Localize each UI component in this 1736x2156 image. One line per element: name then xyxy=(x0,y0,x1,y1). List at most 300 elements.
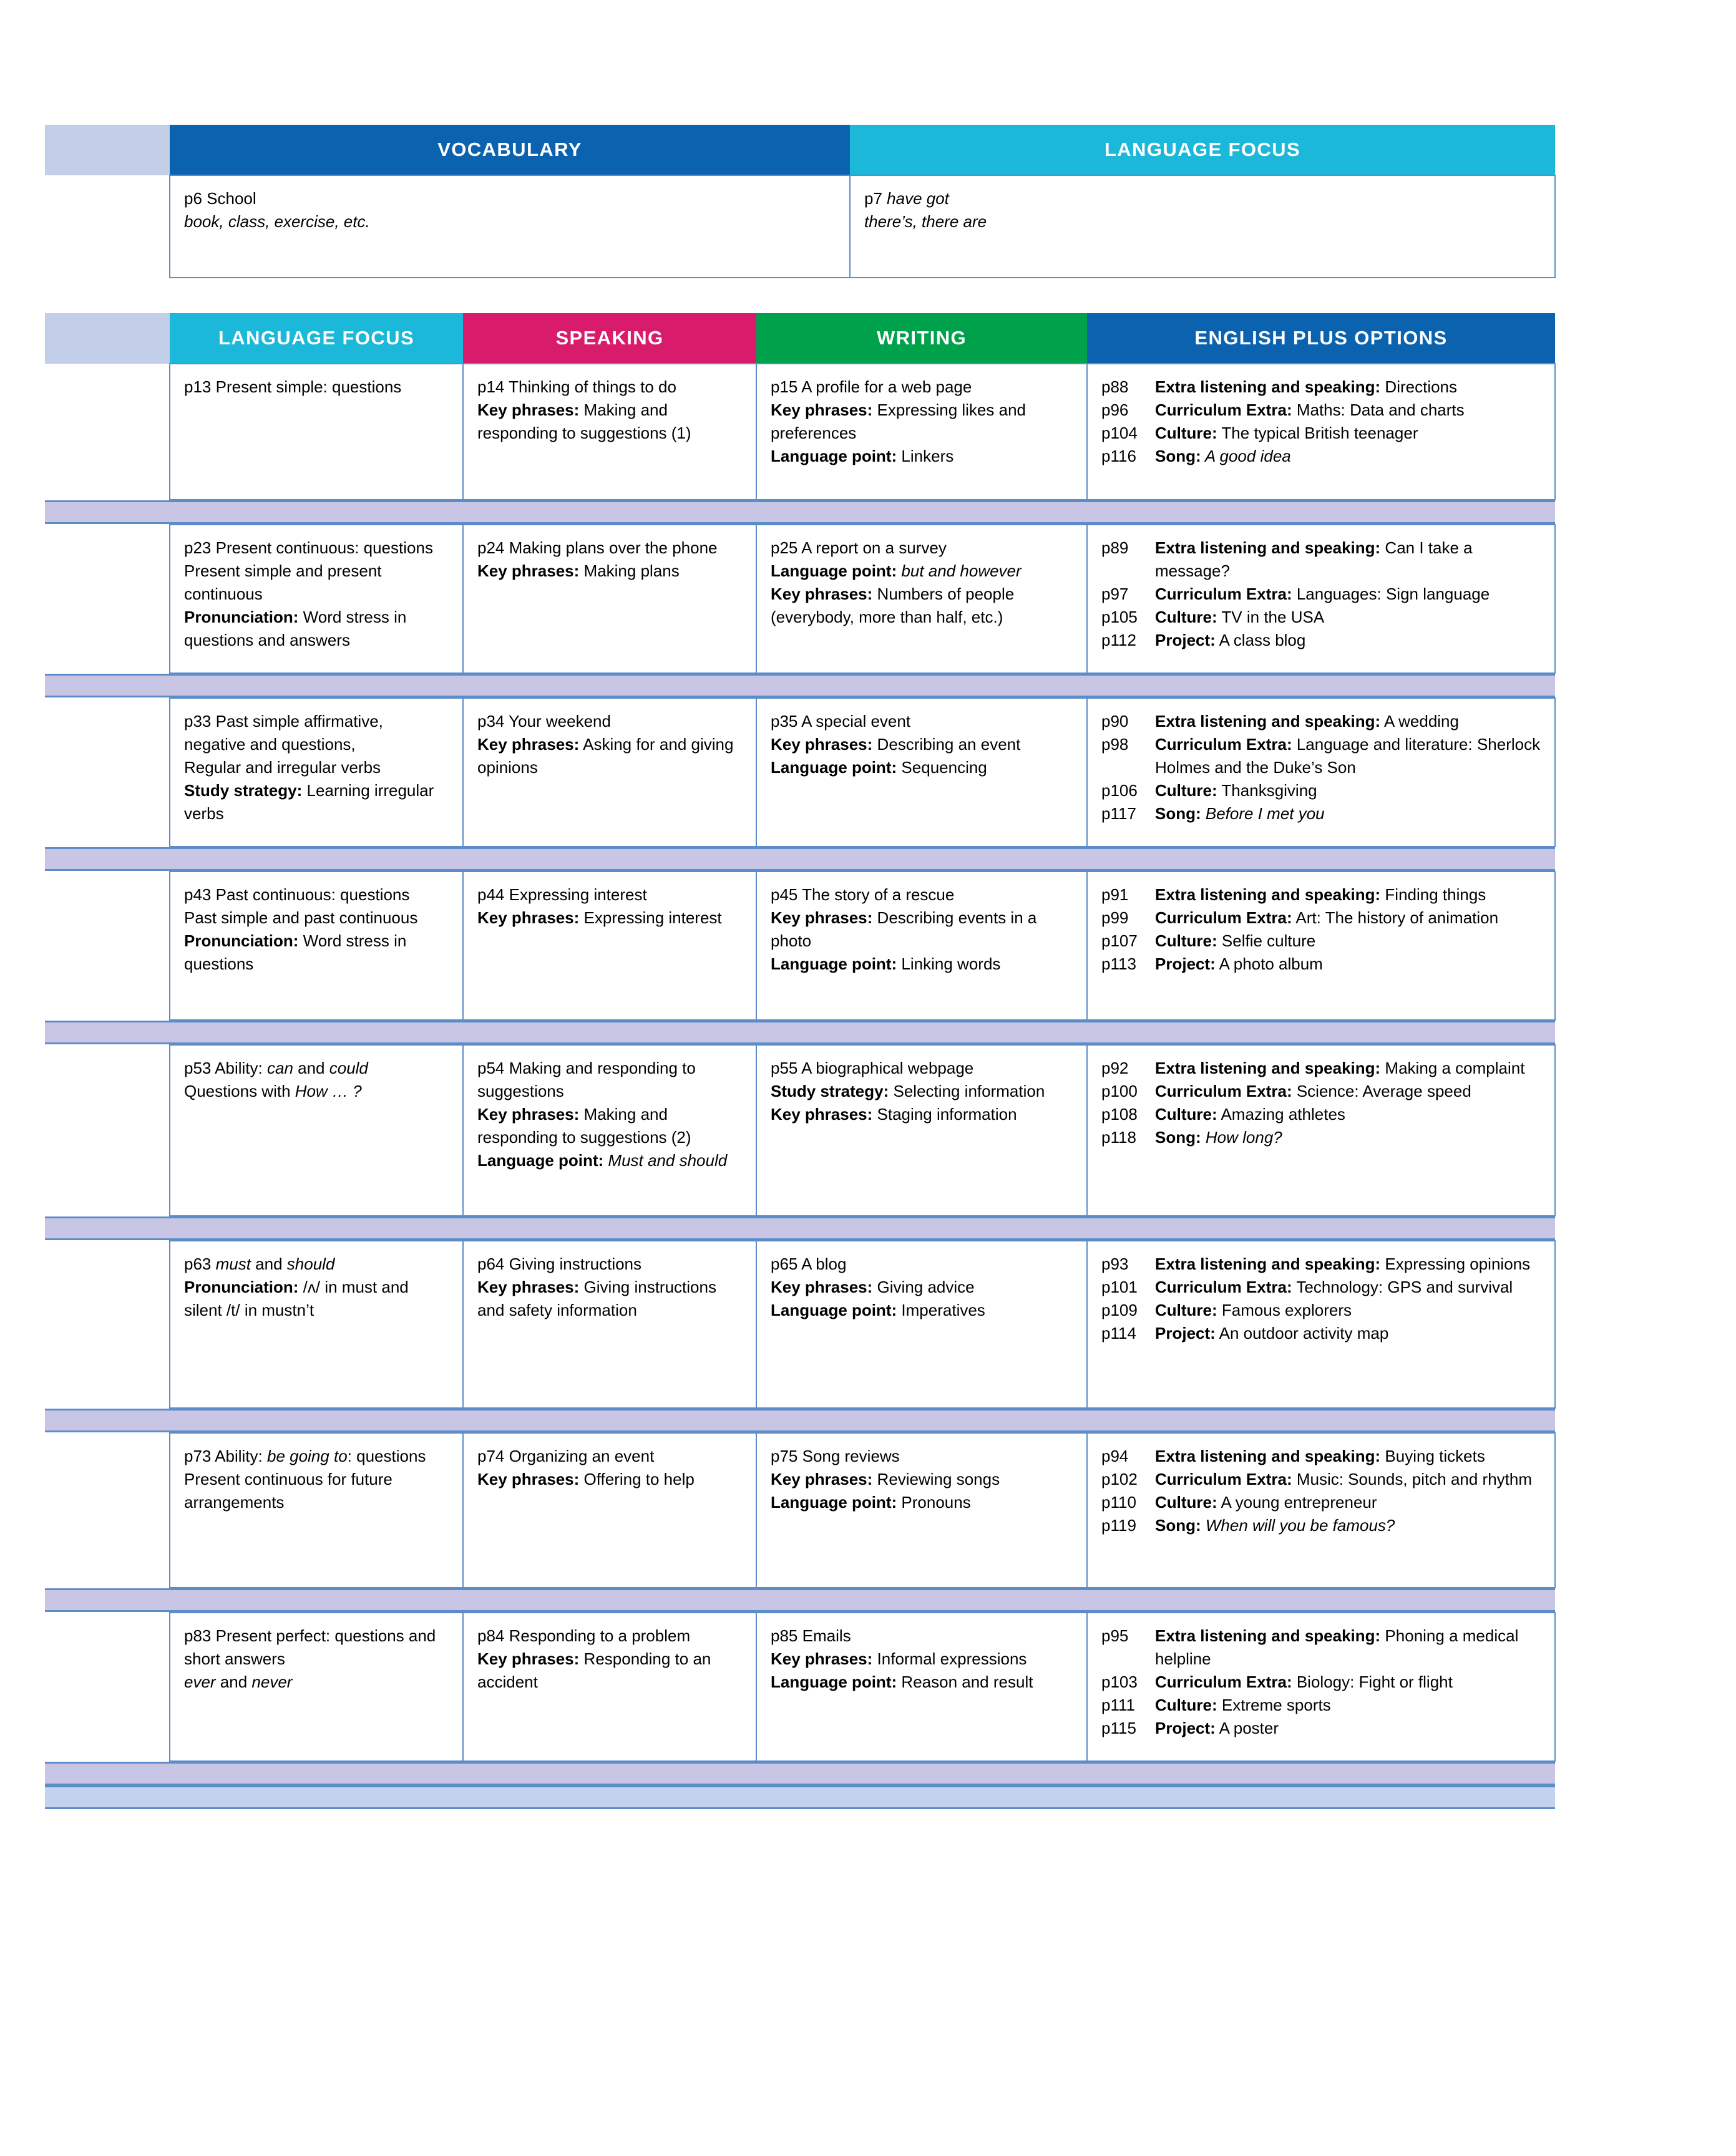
lf-line-2 xyxy=(184,1276,449,1322)
header-gutter xyxy=(45,125,170,175)
cell-english-plus-options xyxy=(1087,1241,1555,1408)
cell-speaking xyxy=(463,1045,756,1216)
ep-label: Extra listening and speaking: xyxy=(1155,377,1381,396)
ep-page: p109 xyxy=(1101,1300,1138,1319)
cell-english-plus-options xyxy=(1087,364,1555,500)
ep-text: Science: Average speed xyxy=(1292,1081,1471,1100)
sp-line-2 xyxy=(477,1648,742,1694)
ep-label: Culture: xyxy=(1155,1104,1217,1124)
lf-pre: p63 xyxy=(184,1255,216,1273)
lf-label: Pronunciation: xyxy=(184,931,299,950)
ep-label: Extra listening and speaking: xyxy=(1155,1255,1381,1273)
wr-line-2 xyxy=(771,733,1073,756)
ep-line xyxy=(1101,1468,1541,1491)
wr-text-1: Selecting information xyxy=(889,1081,1045,1100)
ep-text: Selfie culture xyxy=(1217,931,1316,950)
cell-writing xyxy=(756,525,1087,673)
ep-label: Curriculum Extra: xyxy=(1155,1277,1292,1296)
row-separator-bar xyxy=(45,847,1555,871)
ep-label: Project: xyxy=(1155,630,1216,649)
ep-page: p100 xyxy=(1101,1081,1138,1100)
ep-text: Language and literature: Sherlock Holmes and the Duke’s Son xyxy=(1155,734,1541,777)
sp-line-2 xyxy=(477,733,742,779)
wr-label-1: Key phrases: xyxy=(771,400,873,419)
header-english-plus-options: ENGLISH PLUS OPTIONS xyxy=(1087,313,1555,364)
wr-line-3 xyxy=(771,1103,1073,1126)
ep-text: A good idea xyxy=(1201,446,1291,465)
ep-text: Directions xyxy=(1380,377,1458,396)
ep-text: Technology: GPS and survival xyxy=(1292,1277,1513,1296)
wr-label-1: Key phrases: xyxy=(771,908,873,927)
ep-label: Culture: xyxy=(1155,607,1217,626)
ep-line xyxy=(1101,583,1541,606)
ep-line xyxy=(1101,710,1541,733)
wr-label-2: Language point: xyxy=(771,1300,897,1319)
lf-text: Learning irregular verbs xyxy=(184,780,434,823)
wr-line-1: p65 A blog xyxy=(771,1255,847,1273)
ep-text: TV in the USA xyxy=(1217,607,1325,626)
ep-text: Maths: Data and charts xyxy=(1292,400,1465,419)
lf-mid: and xyxy=(293,1059,329,1077)
ep-page: p116 xyxy=(1101,446,1136,465)
ep-label: Curriculum Extra: xyxy=(1155,908,1292,927)
ep-line xyxy=(1101,399,1541,422)
vocab-line-1: p6 School xyxy=(184,189,256,208)
ep-page: p118 xyxy=(1101,1127,1136,1147)
ep-text: Expressing opinions xyxy=(1380,1255,1531,1273)
cell-language-focus xyxy=(170,698,463,847)
cell-speaking xyxy=(463,1613,756,1761)
sp-text: Making and responding to suggestions (2) xyxy=(477,1104,691,1147)
cell-language-focus-top xyxy=(850,175,1555,278)
row-gutter xyxy=(45,698,170,847)
ep-label: Song: xyxy=(1155,1127,1201,1147)
ep-label: Extra listening and speaking: xyxy=(1155,538,1381,557)
row-gutter xyxy=(45,1241,170,1408)
sp-text: Responding to an accident xyxy=(477,1649,711,1691)
cell-writing xyxy=(756,1613,1087,1761)
lf-top-page: p7 xyxy=(864,189,887,208)
ep-label: Curriculum Extra: xyxy=(1155,584,1292,603)
sp-text: Making and responding to suggestions (1) xyxy=(477,400,691,442)
wr-line-3 xyxy=(771,445,1073,468)
sp-label: Key phrases: xyxy=(477,1649,580,1668)
ep-line xyxy=(1101,1103,1541,1126)
row-separator-bar xyxy=(45,1216,1555,1240)
main-contents-table-row5 xyxy=(45,1044,1556,1216)
ep-text: A photo album xyxy=(1215,954,1323,973)
lf-mid: and xyxy=(215,1672,252,1691)
wr-label-2: Key phrases: xyxy=(771,1104,873,1124)
ep-text: A poster xyxy=(1215,1718,1279,1737)
wr-label-1: Key phrases: xyxy=(771,734,873,754)
lf-line-3 xyxy=(184,779,449,825)
sp-text: Asking for and giving opinions xyxy=(477,734,734,777)
ep-line xyxy=(1101,1299,1541,1322)
ep-page: p114 xyxy=(1101,1323,1136,1343)
ep-text: Making a complaint xyxy=(1380,1059,1525,1077)
wr-line-2 xyxy=(771,1276,1073,1299)
wr-text-2: Pronouns xyxy=(897,1492,971,1512)
wr-line-3 xyxy=(771,583,1073,629)
sp-line-1: p44 Expressing interest xyxy=(477,885,647,904)
lf-text: Word stress in questions xyxy=(184,931,407,973)
lf-line-2: Present continuous for future arrangements xyxy=(184,1469,393,1512)
sp-line-1: p14 Thinking of things to do xyxy=(477,377,676,396)
ep-line xyxy=(1101,1253,1541,1276)
table-gap xyxy=(0,278,1736,313)
wr-text-1: Giving advice xyxy=(872,1277,975,1296)
ep-label: Culture: xyxy=(1155,931,1217,950)
cell-speaking xyxy=(463,525,756,673)
ep-label: Extra listening and speaking: xyxy=(1155,1447,1381,1465)
cell-english-plus-options xyxy=(1087,698,1555,847)
ep-page: p105 xyxy=(1101,607,1138,626)
cell-language-focus xyxy=(170,1045,463,1216)
ep-line xyxy=(1101,376,1541,399)
lf-italic-1: must xyxy=(215,1255,251,1273)
wr-label-2: Language point: xyxy=(771,446,897,465)
wr-text-1: Describing an event xyxy=(872,734,1021,754)
sp-label: Key phrases: xyxy=(477,561,580,580)
vocabulary-language-table xyxy=(45,125,1556,278)
sp-text: Giving instructions and safety information xyxy=(477,1277,716,1319)
wr-label-2: Language point: xyxy=(771,1672,897,1691)
ep-page: p108 xyxy=(1101,1104,1138,1124)
lf-line-2 xyxy=(184,1671,449,1694)
wr-line-3 xyxy=(771,1671,1073,1694)
wr-text-1: Expressing likes and preferences xyxy=(771,400,1026,442)
ep-label: Song: xyxy=(1155,446,1201,465)
lf-mid: and xyxy=(250,1255,287,1273)
sp-line-2 xyxy=(477,560,742,583)
cell-writing xyxy=(756,1241,1087,1408)
table-row xyxy=(45,364,1555,500)
ep-page: p103 xyxy=(1101,1672,1138,1691)
ep-page: p96 xyxy=(1101,400,1129,419)
ep-text: Finding things xyxy=(1380,885,1486,904)
top-margin xyxy=(0,0,1736,125)
wr-line-1: p55 A biographical webpage xyxy=(771,1059,974,1077)
wr-label-1: Language point: xyxy=(771,561,897,580)
lf-label: Pronunciation: xyxy=(184,607,299,626)
sp-text-2: Must and should xyxy=(603,1150,728,1170)
ep-label: Song: xyxy=(1155,1515,1201,1535)
ep-label: Culture: xyxy=(1155,780,1217,800)
ep-line xyxy=(1101,930,1541,953)
ep-page: p98 xyxy=(1101,734,1129,754)
ep-line xyxy=(1101,906,1541,930)
table-row xyxy=(45,1241,1555,1408)
ep-text: A young entrepreneur xyxy=(1217,1492,1377,1512)
sp-line-2 xyxy=(477,399,742,445)
ep-line xyxy=(1101,1276,1541,1299)
wr-label-2: Language point: xyxy=(771,954,897,973)
ep-line xyxy=(1101,1445,1541,1468)
ep-text: Amazing athletes xyxy=(1217,1104,1345,1124)
ep-label: Curriculum Extra: xyxy=(1155,1469,1292,1488)
ep-text: Before I met you xyxy=(1201,804,1325,823)
cell-language-focus xyxy=(170,1241,463,1408)
cell-english-plus-options xyxy=(1087,1045,1555,1216)
ep-line xyxy=(1101,802,1541,825)
wr-text-1: but and however xyxy=(897,561,1022,580)
lf-label: Pronunciation: xyxy=(184,1277,299,1296)
wr-text-2: Linking words xyxy=(897,954,1001,973)
table-row xyxy=(45,175,1555,278)
ep-line xyxy=(1101,1126,1541,1149)
sp-line-3 xyxy=(477,1149,742,1172)
wr-line-1: p25 A report on a survey xyxy=(771,538,947,557)
wr-text-1: Informal expressions xyxy=(872,1649,1027,1668)
sp-label: Key phrases: xyxy=(477,734,580,754)
ep-line xyxy=(1101,1624,1541,1671)
lf-italic-2: could xyxy=(329,1059,368,1077)
main-contents-table xyxy=(45,313,1556,500)
ep-label: Song: xyxy=(1155,804,1201,823)
sp-label: Key phrases: xyxy=(477,400,580,419)
lf-line-3 xyxy=(184,606,449,652)
ep-page: p117 xyxy=(1101,804,1136,823)
ep-label: Culture: xyxy=(1155,1300,1217,1319)
ep-label: Curriculum Extra: xyxy=(1155,734,1292,754)
ep-line xyxy=(1101,1694,1541,1717)
ep-line xyxy=(1101,1491,1541,1514)
lf-italic-2: never xyxy=(251,1672,293,1691)
cell-english-plus-options xyxy=(1087,1433,1555,1588)
wr-line-2 xyxy=(771,1468,1073,1491)
main-contents-table-row7 xyxy=(45,1432,1556,1588)
sp-line-1: p34 Your weekend xyxy=(477,712,611,731)
ep-text: An outdoor activity map xyxy=(1215,1323,1389,1343)
ep-label: Project: xyxy=(1155,1718,1216,1737)
sp-line-1: p84 Responding to a problem xyxy=(477,1626,691,1645)
ep-page: p102 xyxy=(1101,1469,1138,1488)
cell-language-focus xyxy=(170,1433,463,1588)
ep-page: p91 xyxy=(1101,885,1129,904)
ep-line xyxy=(1101,733,1541,779)
ep-text: Art: The history of animation xyxy=(1292,908,1499,927)
ep-line xyxy=(1101,537,1541,583)
sp-line-1: p74 Organizing an event xyxy=(477,1447,655,1465)
ep-text: Languages: Sign language xyxy=(1292,584,1490,603)
lf-italic-3: How … ? xyxy=(295,1081,362,1100)
ep-label: Curriculum Extra: xyxy=(1155,400,1292,419)
ep-line xyxy=(1101,953,1541,976)
ep-label: Culture: xyxy=(1155,1492,1217,1512)
wr-text-2: Linkers xyxy=(897,446,954,465)
row-separator-bar xyxy=(45,1588,1555,1612)
ep-label: Curriculum Extra: xyxy=(1155,1672,1292,1691)
ep-page: p90 xyxy=(1101,712,1129,731)
wr-line-2 xyxy=(771,1080,1073,1103)
header-speaking: SPEAKING xyxy=(463,313,756,364)
ep-line xyxy=(1101,1514,1541,1537)
lf-line-1: p13 Present simple: questions xyxy=(184,377,402,396)
wr-text-2: Staging information xyxy=(872,1104,1017,1124)
cell-speaking xyxy=(463,698,756,847)
table-row xyxy=(45,872,1555,1020)
wr-text-2: Reason and result xyxy=(897,1672,1033,1691)
sp-text: Expressing interest xyxy=(579,908,722,927)
lf-line-1 xyxy=(184,1057,449,1080)
table-row xyxy=(45,525,1555,673)
ep-page: p92 xyxy=(1101,1059,1129,1077)
lf-line-1: p43 Past continuous: questions xyxy=(184,885,410,904)
wr-line-2 xyxy=(771,906,1073,953)
ep-page: p97 xyxy=(1101,584,1129,603)
wr-line-1: p75 Song reviews xyxy=(771,1447,900,1465)
ep-page: p111 xyxy=(1101,1695,1135,1714)
ep-text: The typical British teenager xyxy=(1217,423,1418,442)
lf-top-title: have got xyxy=(887,189,949,208)
sp-line-2 xyxy=(477,1103,742,1149)
wr-line-1: p35 A special event xyxy=(771,712,911,731)
header-language-focus-top: LANGUAGE FOCUS xyxy=(850,125,1555,175)
cell-writing xyxy=(756,872,1087,1020)
sp-label: Key phrases: xyxy=(477,908,580,927)
main-contents-table-row4 xyxy=(45,871,1556,1021)
cell-writing xyxy=(756,698,1087,847)
ep-page: p106 xyxy=(1101,780,1138,800)
ep-text: Famous explorers xyxy=(1217,1300,1352,1319)
ep-page: p112 xyxy=(1101,630,1136,649)
ep-line xyxy=(1101,629,1541,652)
ep-label: Culture: xyxy=(1155,1695,1217,1714)
sp-label: Key phrases: xyxy=(477,1104,580,1124)
sp-label: Key phrases: xyxy=(477,1469,580,1488)
ep-label: Project: xyxy=(1155,954,1216,973)
sp-text: Offering to help xyxy=(579,1469,695,1488)
main-header-row xyxy=(45,313,1555,364)
wr-line-3 xyxy=(771,1491,1073,1514)
lf-line-1 xyxy=(184,1445,449,1468)
ep-text: How long? xyxy=(1201,1127,1282,1147)
vocab-line-2: book, class, exercise, etc. xyxy=(184,211,370,231)
ep-label: Extra listening and speaking: xyxy=(1155,1626,1381,1645)
ep-page: p99 xyxy=(1101,908,1129,927)
ep-label: Curriculum Extra: xyxy=(1155,1081,1292,1100)
ep-text: When will you be famous? xyxy=(1201,1515,1395,1535)
wr-line-3 xyxy=(771,953,1073,976)
wr-text-2: Sequencing xyxy=(897,757,987,777)
sp-line-1: p64 Giving instructions xyxy=(477,1255,642,1273)
table-row xyxy=(45,1433,1555,1588)
ep-line xyxy=(1101,606,1541,629)
main-header-gutter xyxy=(45,313,170,364)
ep-page: p94 xyxy=(1101,1447,1129,1465)
wr-line-1: p15 A profile for a web page xyxy=(771,377,972,396)
lf-line-1: p33 Past simple affirmative, negative and questions, xyxy=(184,712,383,754)
main-contents-table-row8 xyxy=(45,1612,1556,1762)
sp-line-1: p24 Making plans over the phone xyxy=(477,538,718,557)
lf-line-3 xyxy=(184,930,449,976)
cell-writing xyxy=(756,1045,1087,1216)
table-row xyxy=(45,1045,1555,1216)
ep-label: Project: xyxy=(1155,1323,1216,1343)
ep-text: A class blog xyxy=(1215,630,1306,649)
row-gutter xyxy=(45,175,170,278)
ep-line xyxy=(1101,883,1541,906)
wr-label-1: Study strategy: xyxy=(771,1081,889,1100)
ep-text: Music: Sounds, pitch and rhythm xyxy=(1292,1469,1533,1488)
main-contents-table-row2 xyxy=(45,524,1556,674)
lf-top-line-2: there’s, there are xyxy=(864,211,987,231)
table-row xyxy=(45,698,1555,847)
lf-italic-1: can xyxy=(266,1059,293,1077)
wr-line-3 xyxy=(771,756,1073,779)
ep-text: A wedding xyxy=(1380,712,1459,731)
ep-line xyxy=(1101,1057,1541,1080)
cell-english-plus-options xyxy=(1087,525,1555,673)
cell-language-focus xyxy=(170,1613,463,1761)
cell-vocabulary xyxy=(170,175,850,278)
cell-english-plus-options xyxy=(1087,1613,1555,1761)
ep-text: Buying tickets xyxy=(1380,1447,1485,1465)
sp-line-2 xyxy=(477,1468,742,1491)
lf-italic-2: should xyxy=(286,1255,335,1273)
wr-line-3 xyxy=(771,1299,1073,1322)
table-row xyxy=(45,1613,1555,1761)
ep-label: Extra listening and speaking: xyxy=(1155,1059,1381,1077)
sp-line-2 xyxy=(477,906,742,930)
cell-speaking xyxy=(463,364,756,500)
lf-label: Study strategy: xyxy=(184,780,303,800)
lf-italic-1: ever xyxy=(184,1672,216,1691)
wr-label-2: Language point: xyxy=(771,757,897,777)
ep-page: p107 xyxy=(1101,931,1138,950)
ep-line xyxy=(1101,1717,1541,1740)
lf-top-line-1 xyxy=(864,187,1541,210)
cell-speaking xyxy=(463,872,756,1020)
cell-english-plus-options xyxy=(1087,872,1555,1020)
wr-line-2 xyxy=(771,560,1073,583)
footer-separator-bar-lavender xyxy=(45,1762,1555,1785)
ep-line xyxy=(1101,1080,1541,1103)
wr-line-1: p45 The story of a rescue xyxy=(771,885,955,904)
ep-page: p101 xyxy=(1101,1277,1138,1296)
ep-text: Phoning a medical helpline xyxy=(1155,1626,1519,1668)
lf-italic-1: be going to xyxy=(266,1447,348,1465)
sp-text: Making plans xyxy=(579,561,680,580)
wr-label-1: Key phrases: xyxy=(771,1649,873,1668)
row-gutter xyxy=(45,872,170,1020)
ep-line xyxy=(1101,1671,1541,1694)
ep-page: p104 xyxy=(1101,423,1138,442)
wr-line-1: p85 Emails xyxy=(771,1626,851,1645)
main-contents-table-row3 xyxy=(45,697,1556,847)
ep-text: Thanksgiving xyxy=(1217,780,1317,800)
row-gutter xyxy=(45,525,170,673)
row-gutter xyxy=(45,1045,170,1216)
wr-text-1: Describing events in a photo xyxy=(771,908,1037,950)
row-separator-bar xyxy=(45,1409,1555,1432)
header-writing: WRITING xyxy=(756,313,1087,364)
lf-pre-2: Questions with xyxy=(184,1081,295,1100)
ep-line xyxy=(1101,779,1541,802)
header-language-focus: LANGUAGE FOCUS xyxy=(170,313,463,364)
ep-line xyxy=(1101,445,1541,468)
footer-separator-bar-blue xyxy=(45,1785,1555,1809)
ep-page: p95 xyxy=(1101,1626,1129,1645)
row-gutter xyxy=(45,1613,170,1761)
wr-label-2: Key phrases: xyxy=(771,584,873,603)
ep-page: p119 xyxy=(1101,1515,1136,1535)
lf-line-1 xyxy=(184,1253,449,1276)
wr-label-1: Key phrases: xyxy=(771,1469,873,1488)
sp-label: Key phrases: xyxy=(477,1277,580,1296)
lf-line-1: p83 Present perfect: questions and short answers xyxy=(184,1626,436,1668)
